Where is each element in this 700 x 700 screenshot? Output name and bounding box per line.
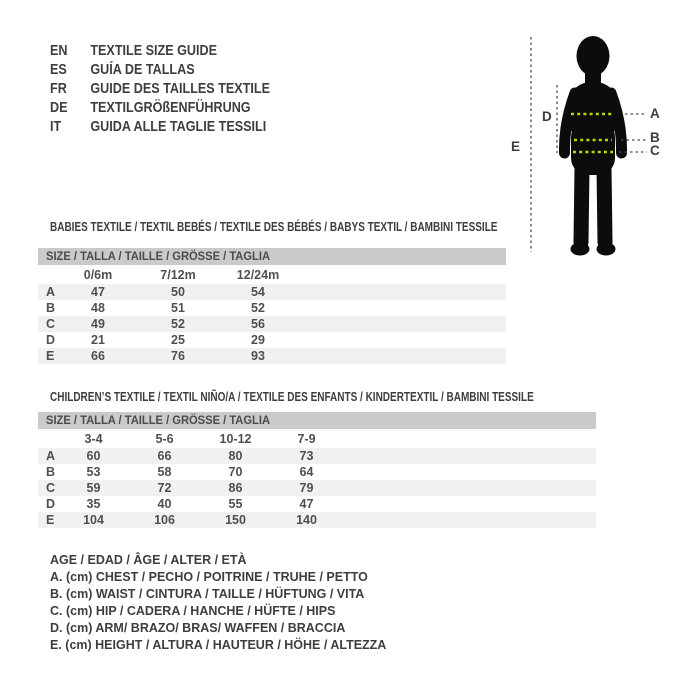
cell-value: 54: [251, 285, 265, 299]
language-row: [50, 117, 270, 136]
row-label: E: [46, 513, 55, 527]
figure-label-a: A: [650, 106, 660, 121]
cell-value: 49: [91, 317, 105, 331]
cell-value: 29: [251, 333, 265, 347]
legend-item-arm: D. (cm) ARM/ BRAZO/ BRAS/ WAFFEN / BRACCIA: [50, 621, 346, 635]
cell-value: 66: [157, 449, 172, 463]
language-row: [50, 41, 270, 60]
cell-value: 48: [91, 301, 105, 315]
language-row: [50, 60, 270, 79]
cell-value: 79: [299, 481, 314, 495]
cell-value: 47: [299, 497, 314, 511]
babies-section-title-text: BABIES TEXTILE / TEXTIL BEBÉS / TEXTILE DES BÉBÉS / BABYS TEXTIL / BAMBINI TESSILE: [50, 220, 498, 234]
cell-value: 35: [86, 497, 101, 511]
legend-item-waist: B. (cm) WAIST / CINTURA / TAILLE / HÜFTUNG / VITA: [50, 587, 365, 601]
cell-value: 72: [157, 481, 172, 495]
table-row: [38, 284, 506, 300]
cell-value: 40: [157, 497, 172, 511]
language-title: GUIDA ALLE TAGLIE TESSILI: [90, 118, 267, 135]
cell-value: 21: [91, 333, 105, 347]
cell-value: 73: [299, 449, 314, 463]
babies-size-table: [38, 248, 506, 364]
column-header: 5-6: [155, 431, 174, 446]
figure-label-e: E: [511, 139, 521, 154]
table-row: [38, 332, 506, 348]
figure-label-d: D: [542, 109, 552, 124]
row-label: D: [46, 333, 56, 347]
row-label: C: [46, 317, 56, 331]
size-header-bar: [38, 248, 506, 265]
language-title: GUIDE DES TAILLES TEXTILE: [90, 80, 271, 97]
language-code: DE: [50, 99, 68, 116]
row-label: B: [46, 301, 56, 315]
babies-section-title: [50, 220, 609, 234]
language-title: TEXTILE SIZE GUIDE: [90, 42, 218, 59]
language-code: IT: [50, 118, 62, 135]
row-label: A: [46, 285, 56, 299]
legend-item-hip: C. (cm) HIP / CADERA / HANCHE / HÜFTE / HIPS: [50, 604, 336, 618]
cell-value: 53: [86, 465, 101, 479]
cell-value: 47: [91, 285, 105, 299]
cell-value: 150: [225, 513, 246, 527]
cell-value: 52: [251, 301, 265, 315]
size-header-text: SIZE / TALLA / TAILLE / GRÖSSE / TAGLIA: [46, 249, 271, 263]
column-header: 0/6m: [83, 267, 113, 282]
legend-item-height: E. (cm) HEIGHT / ALTURA / HAUTEUR / HÖHE / ALTEZZA: [50, 638, 387, 652]
language-row: [50, 79, 270, 98]
children-section-title-text: CHILDREN’S TEXTILE / TEXTIL NIÑO/A / TEXTILE DES ENFANTS / KINDERTEXTIL / BAMBINI TESSILE: [50, 390, 534, 404]
cell-value: 58: [157, 465, 172, 479]
cell-value: 60: [86, 449, 101, 463]
row-label: C: [46, 481, 56, 495]
table-row: [38, 448, 596, 464]
children-size-table: [38, 412, 596, 528]
size-header-bar: [38, 412, 596, 429]
cell-value: 66: [91, 349, 105, 363]
cell-value: 55: [228, 497, 243, 511]
row-label: E: [46, 349, 55, 363]
cell-value: 25: [171, 333, 185, 347]
cell-value: 51: [171, 301, 185, 315]
column-header: 10-12: [219, 431, 252, 446]
column-header: 3-4: [84, 431, 103, 446]
language-code: ES: [50, 61, 67, 78]
table-row: [38, 316, 506, 332]
language-code: EN: [50, 42, 68, 59]
column-header: 12/24m: [236, 267, 280, 282]
cell-value: 70: [228, 465, 243, 479]
children-section-title: [50, 390, 655, 404]
language-row: [50, 98, 270, 117]
language-title: TEXTILGRÖßENFÜHRUNG: [90, 99, 251, 116]
language-code: FR: [50, 80, 67, 97]
table-row: [38, 496, 596, 512]
language-title: GUÍA DE TALLAS: [90, 61, 195, 78]
cell-value: 52: [171, 317, 185, 331]
cell-value: 59: [86, 481, 101, 495]
row-label: B: [46, 465, 56, 479]
figure-label-c: C: [650, 143, 660, 158]
table-row: [38, 480, 596, 496]
cell-value: 106: [154, 513, 175, 527]
cell-value: 50: [171, 285, 185, 299]
cell-value: 80: [228, 449, 243, 463]
cell-value: 76: [171, 349, 185, 363]
row-label: D: [46, 497, 56, 511]
table-row: [38, 348, 506, 364]
column-header: 7-9: [297, 431, 316, 446]
cell-value: 64: [299, 465, 314, 479]
measurement-legend: [50, 552, 386, 654]
cell-value: 86: [228, 481, 243, 495]
column-header-row: [38, 429, 596, 448]
column-header: 7/12m: [160, 267, 196, 282]
table-row: [38, 300, 506, 316]
cell-value: 56: [251, 317, 265, 331]
language-title-list: [50, 41, 312, 136]
size-header-text: SIZE / TALLA / TAILLE / GRÖSSE / TAGLIA: [46, 413, 271, 427]
cell-value: 140: [296, 513, 317, 527]
table-row: [38, 512, 596, 528]
cell-value: 104: [83, 513, 104, 527]
figure-label-b: B: [650, 130, 660, 145]
cell-value: 93: [251, 349, 265, 363]
legend-item-chest: A. (cm) CHEST / PECHO / POITRINE / TRUHE / PETTO: [50, 570, 368, 584]
table-row: [38, 464, 596, 480]
row-label: A: [46, 449, 56, 463]
legend-age-line: AGE / EDAD / ÂGE / ALTER / ETÀ: [50, 553, 247, 567]
column-header-row: [38, 265, 506, 284]
